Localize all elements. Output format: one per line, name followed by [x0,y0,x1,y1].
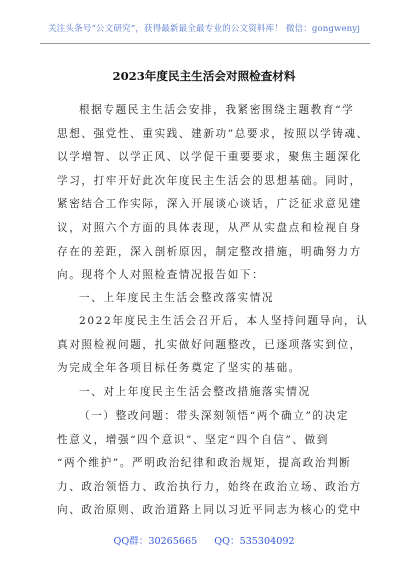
qq-number-text: QQ：535304092 [214,536,295,547]
text-line: 学习，打牢开好此次年度民主生活会的思想基础。同时， [57,174,362,187]
section-heading-text: 一、上年度民主生活会整改落实情况 [79,292,275,304]
text-line: 力、政治领悟力、政治执行力，始终在政治立场、政治方 [57,480,362,493]
paragraph-intro [57,99,369,288]
text-line: （一）整改问题：带头深刻领悟“两个确立”的决定 [79,410,350,422]
section-heading-text: 一、对上年度民主生活会整改措施落实情况 [79,386,311,398]
text-line: 2022年度民主生活会召开后，本人坚持问题导向，认 [79,315,369,327]
header-divider [40,43,370,44]
text-line: 为完成全年各项目标任务奠定了坚实的基础。 [57,362,301,375]
text-line: 存在的差距，深入剖析原因，制定整改措施，明确努力方 [57,245,362,258]
footer-contact [0,533,408,547]
text-line: 议，对照六个方面的具体表现，从严从实盘点和检视自身 [57,221,362,234]
header-banner: 关注头条号“公文研究”，获得最新最全最专业的公文资料库！ 微信：gongwenyj [47,24,361,34]
qq-group-text: QQ群：30265665 [113,536,198,547]
paragraph-review [57,310,369,381]
text-line: 紧密结合工作实际，深入开展谈心谈话，广泛征求意见建 [57,198,362,211]
text-line: 以学增智、以学正风、以学促干重要要求，聚焦主题深化 [57,151,362,164]
text-line: 思想、强党性、重实践、建新功”总要求，按照以学铸魂、 [57,127,369,140]
section-heading-1 [57,287,357,311]
paragraph-rectification [57,405,362,523]
text-line: 向、政治原则、政治道路上同以习近平同志为核心的党中 [57,504,362,517]
text-line: 向。现将个人对照检查情况报告如下： [57,269,265,282]
document-title: 2023年度民主生活会对照检查材料 [112,69,296,83]
text-line: “两个维护”。严明政治纪律和政治规矩，提高政治判断 [57,457,352,470]
text-line: 性意义，增强“四个意识”、坚定“四个自信”、做到 [57,433,329,446]
text-line: 真对照检视问题，扎实做好问题整改，已逐项落实到位， [57,338,362,351]
text-line: 根据专题民主生活会安排，我紧密围绕主题教育“学 [79,104,355,116]
section-heading-2 [57,381,357,405]
